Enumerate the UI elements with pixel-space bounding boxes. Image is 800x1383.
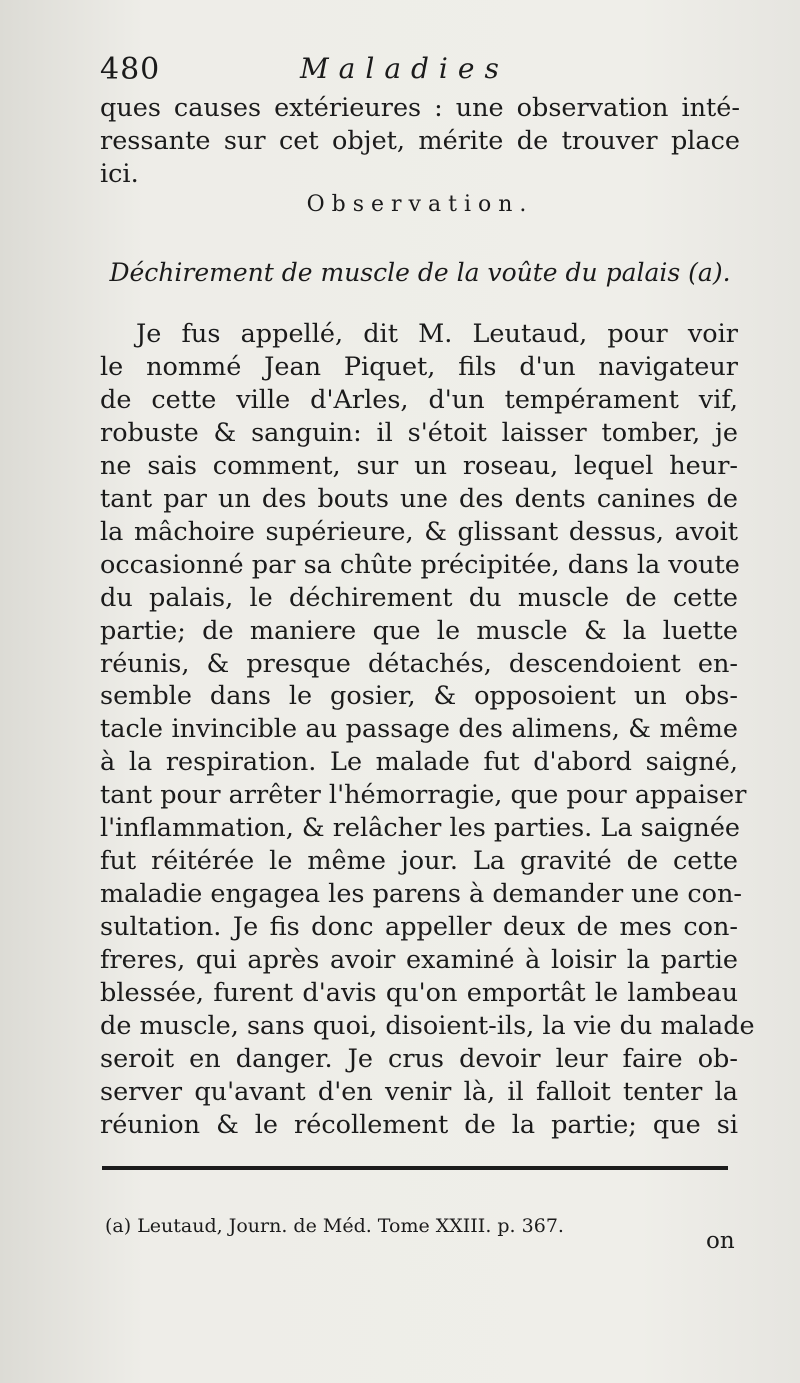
running-title: Maladies <box>300 52 509 85</box>
intro-text <box>100 92 740 192</box>
text-line: semble dans le gosier, & opposoient un obs- <box>100 681 738 712</box>
text-line: l'inflammation, & relâcher les parties. La saignée <box>100 813 741 844</box>
footnote: (a) Leutaud, Journ. de Méd. Tome XXIII. p. 367. <box>105 1215 564 1237</box>
text-line: tant par un des bouts une des dents canines de <box>100 483 738 514</box>
text-line: sultation. Je fis donc appeller deux de mes con- <box>100 912 738 943</box>
text-line: blessée, furent d'avis qu'on emportât le lambeau <box>100 978 738 1009</box>
text-line: de muscle, sans quoi, disoient-ils, la vie du malade <box>100 1011 755 1042</box>
observation-subtitle: Déchirement de muscle de la voûte du palais (a). <box>109 258 731 287</box>
text-line: seroit en danger. Je crus devoir leur faire ob- <box>100 1043 738 1074</box>
text-line: robuste & sanguin: il s'étoit laisser tomber, je <box>100 417 738 448</box>
text-line: tacle invincible au passage des alimens, & même <box>100 714 738 745</box>
observation-paragraph <box>100 318 755 1142</box>
text-line: ressante sur cet objet, mérite de trouver place <box>100 126 740 157</box>
text-line: tant pour arrêter l'hémorragie, que pour appaiser <box>100 780 747 811</box>
text-line: à la respiration. Le malade fut d'abord saigné, <box>100 747 738 778</box>
text-line: Je fus appellé, dit M. Leutaud, pour voir <box>136 319 738 349</box>
text-line: ne sais comment, sur un roseau, lequel heur- <box>100 450 738 481</box>
text-line: occasionné par sa chûte précipitée, dans la voute <box>100 549 740 580</box>
catchword: on <box>706 1228 735 1254</box>
text-line: ques causes extérieures : une observation inté- <box>100 93 740 123</box>
text-line: réunis, & presque détachés, descendoient en- <box>100 648 738 679</box>
text-line: réunion & le récollement de la partie; que si <box>100 1109 738 1140</box>
observation-title: Observation. <box>306 192 534 217</box>
page-number: 480 <box>100 52 161 87</box>
text-line: le nommé Jean Piquet, fils d'un navigateur <box>100 351 738 382</box>
text-line: de cette ville d'Arles, d'un tempérament vif, <box>100 384 738 415</box>
text-line: partie; de maniere que le muscle & la luette <box>100 615 738 646</box>
page-header <box>100 52 740 92</box>
text-line: server qu'avant d'en venir là, il falloit tenter la <box>100 1076 738 1107</box>
footnote-rule <box>102 1166 728 1170</box>
text-line: la mâchoire supérieure, & glissant dessus, avoit <box>100 516 738 547</box>
text-line: ici. <box>100 159 139 190</box>
text-line: maladie engagea les parens à demander une con- <box>100 879 742 910</box>
text-line: freres, qui après avoir examiné à loisir la partie <box>100 945 738 976</box>
text-line: fut réitérée le même jour. La gravité de cette <box>100 846 738 877</box>
text-line: du palais, le déchirement du muscle de cette <box>100 582 738 613</box>
